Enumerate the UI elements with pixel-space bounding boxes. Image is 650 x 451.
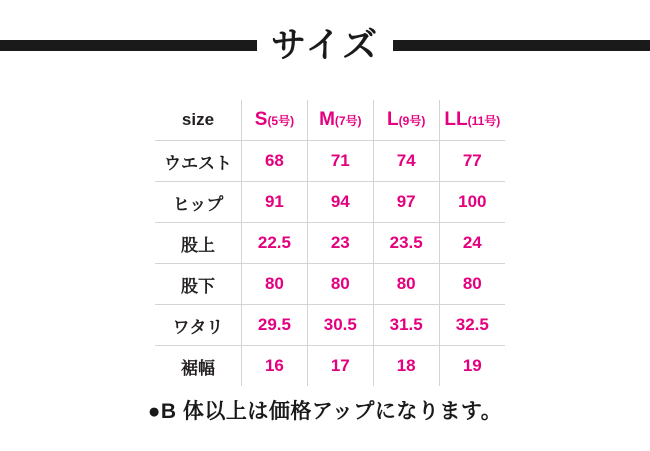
column-name-l: L [387,109,399,130]
title-band [0,22,650,68]
cell-inseam-l: 80 [373,264,439,305]
title-rule-left [0,40,257,51]
cell-rise-l: 23.5 [373,223,439,264]
cell-thigh-ll: 32.5 [439,305,505,346]
table-row [155,223,505,264]
cell-thigh-m: 30.5 [307,305,373,346]
cell-inseam-s: 80 [242,264,308,305]
column-note-m: (7号) [334,114,362,128]
table-column-header-ll [439,100,505,141]
cell-thigh-l: 31.5 [373,305,439,346]
cell-hip-l: 97 [373,182,439,223]
cell-rise-m: 23 [307,223,373,264]
row-label-inseam: 股下 [155,264,242,305]
size-table [155,100,505,386]
cell-waist-l: 74 [373,141,439,182]
table-row [155,346,505,387]
size-table-wrap [155,100,505,386]
table-header-row [155,100,505,141]
cell-hem-m: 17 [307,346,373,387]
cell-rise-ll: 24 [439,223,505,264]
column-note-l: (9号) [398,114,426,128]
row-label-thigh: ワタリ [155,305,242,346]
table-corner-label: size [155,100,242,141]
column-name-m: M [319,109,335,130]
cell-inseam-ll: 80 [439,264,505,305]
cell-hip-ll: 100 [439,182,505,223]
cell-hip-m: 94 [307,182,373,223]
cell-hem-ll: 19 [462,356,482,375]
cell-thigh-s: 29.5 [242,305,308,346]
cell-waist-ll: 77 [439,141,505,182]
cell-hem-s: 16 [242,346,308,387]
cell-inseam-m: 80 [307,264,373,305]
table-row [155,305,505,346]
table-column-header-s [242,100,308,141]
table-row [155,141,505,182]
row-label-hem: 裾幅 [155,346,242,387]
cell-rise-s: 22.5 [242,223,308,264]
row-label-waist: ウエスト [155,141,242,182]
row-label-hip: ヒップ [155,182,242,223]
column-note-s: (5号) [267,114,295,128]
column-name-s: S [254,109,268,130]
title-rule-right [393,40,650,51]
price-note: ●B 体以上は価格アップになります。 [147,400,503,423]
column-name-ll: LL [444,109,468,130]
table-column-header-l [373,100,439,141]
cell-waist-m: 71 [307,141,373,182]
table-row [155,264,505,305]
table-row [155,182,505,223]
column-note-ll: (11号) [467,114,501,128]
table-column-header-m [307,100,373,141]
row-label-rise: 股上 [155,223,242,264]
cell-hip-s: 91 [242,182,308,223]
cell-hem-l: 18 [373,346,439,387]
page-title: サイズ [270,25,380,65]
cell-waist-s: 68 [242,141,308,182]
